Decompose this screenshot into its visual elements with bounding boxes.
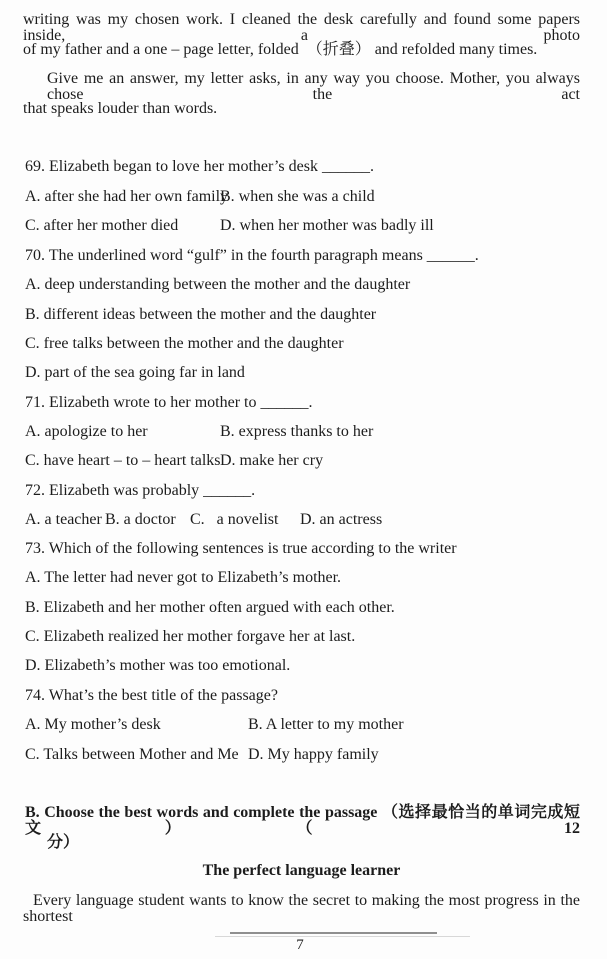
footer-divider [230,932,437,934]
question-71-stem: 71. Elizabeth wrote to her mother to ______. [25,394,313,411]
question-70-option-b: B. different ideas between the mother and the daughter [25,306,377,323]
question-72-option-a: A. a teacher [25,511,102,528]
question-69-option-a: A. after she had her own family [25,188,229,205]
question-74-option-d: D. My happy family [248,746,379,763]
passage-line-1: writing was my chosen work. I cleaned the desk carefully and found some papers inside, a photo [23,11,580,44]
question-73-option-a: A. The letter had never got to Elizabeth’s mother. [25,569,342,586]
section-b-passage-line-1: Every language student wants to know the secret to making the most progress in the shortest [23,892,580,925]
question-70-stem: 70. The underlined word “gulf” in the fourth paragraph means ______. [25,247,479,264]
section-b-passage-title: The perfect language learner [202,862,401,879]
question-69-stem: 69. Elizabeth began to love her mother’s desk ______. [25,158,374,175]
question-72-option-d: D. an actress [300,511,383,528]
question-69-option-c: C. after her mother died [25,217,179,234]
question-72-option-c: C. a novelist [190,511,279,528]
question-71-option-b: B. express thanks to her [220,423,374,440]
question-70-option-c: C. free talks between the mother and the daughter [25,335,344,352]
question-74-option-c: C. Talks between Mother and Me [25,746,239,763]
passage-line-4: that speaks louder than words. [23,100,218,117]
question-73-option-d: D. Elizabeth’s mother was too emotional. [25,657,291,674]
question-69-option-d: D. when her mother was badly ill [220,217,434,234]
question-74-stem: 74. What’s the best title of the passage? [25,687,278,704]
passage-line-3: Give me an answer, my letter asks, in any way you choose. Mother, you always chose the act [47,70,580,103]
question-73-option-c: C. Elizabeth realized her mother forgave her at last. [25,628,356,645]
question-69-option-b: B. when she was a child [220,188,375,205]
question-70-option-d: D. part of the sea going far in land [25,364,245,381]
page-number: 7 [296,937,304,953]
question-70-option-a: A. deep understanding between the mother and the daughter [25,276,411,293]
question-72-stem: 72. Elizabeth was probably ______. [25,482,256,499]
question-73-stem: 73. Which of the following sentences is true according to the writer [25,540,457,557]
question-71-option-a: A. apologize to her [25,423,148,440]
question-73-option-b: B. Elizabeth and her mother often argued with each other. [25,599,395,616]
question-71-option-c: C. have heart – to – heart talks [25,452,221,469]
question-72-option-b: B. a doctor [105,511,176,528]
passage-line-2: of my father and a one – page letter, folded （折叠） and refolded many times. [23,41,538,58]
section-b-heading: B. Choose the best words and complete the passage （选择最恰当的单词完成短文）（ 12 [25,804,580,837]
question-74-option-a: A. My mother’s desk [25,716,161,733]
question-71-option-d: D. make her cry [220,452,324,469]
question-74-option-b: B. A letter to my mother [248,716,404,733]
section-b-heading-continued: 分） [47,834,80,851]
